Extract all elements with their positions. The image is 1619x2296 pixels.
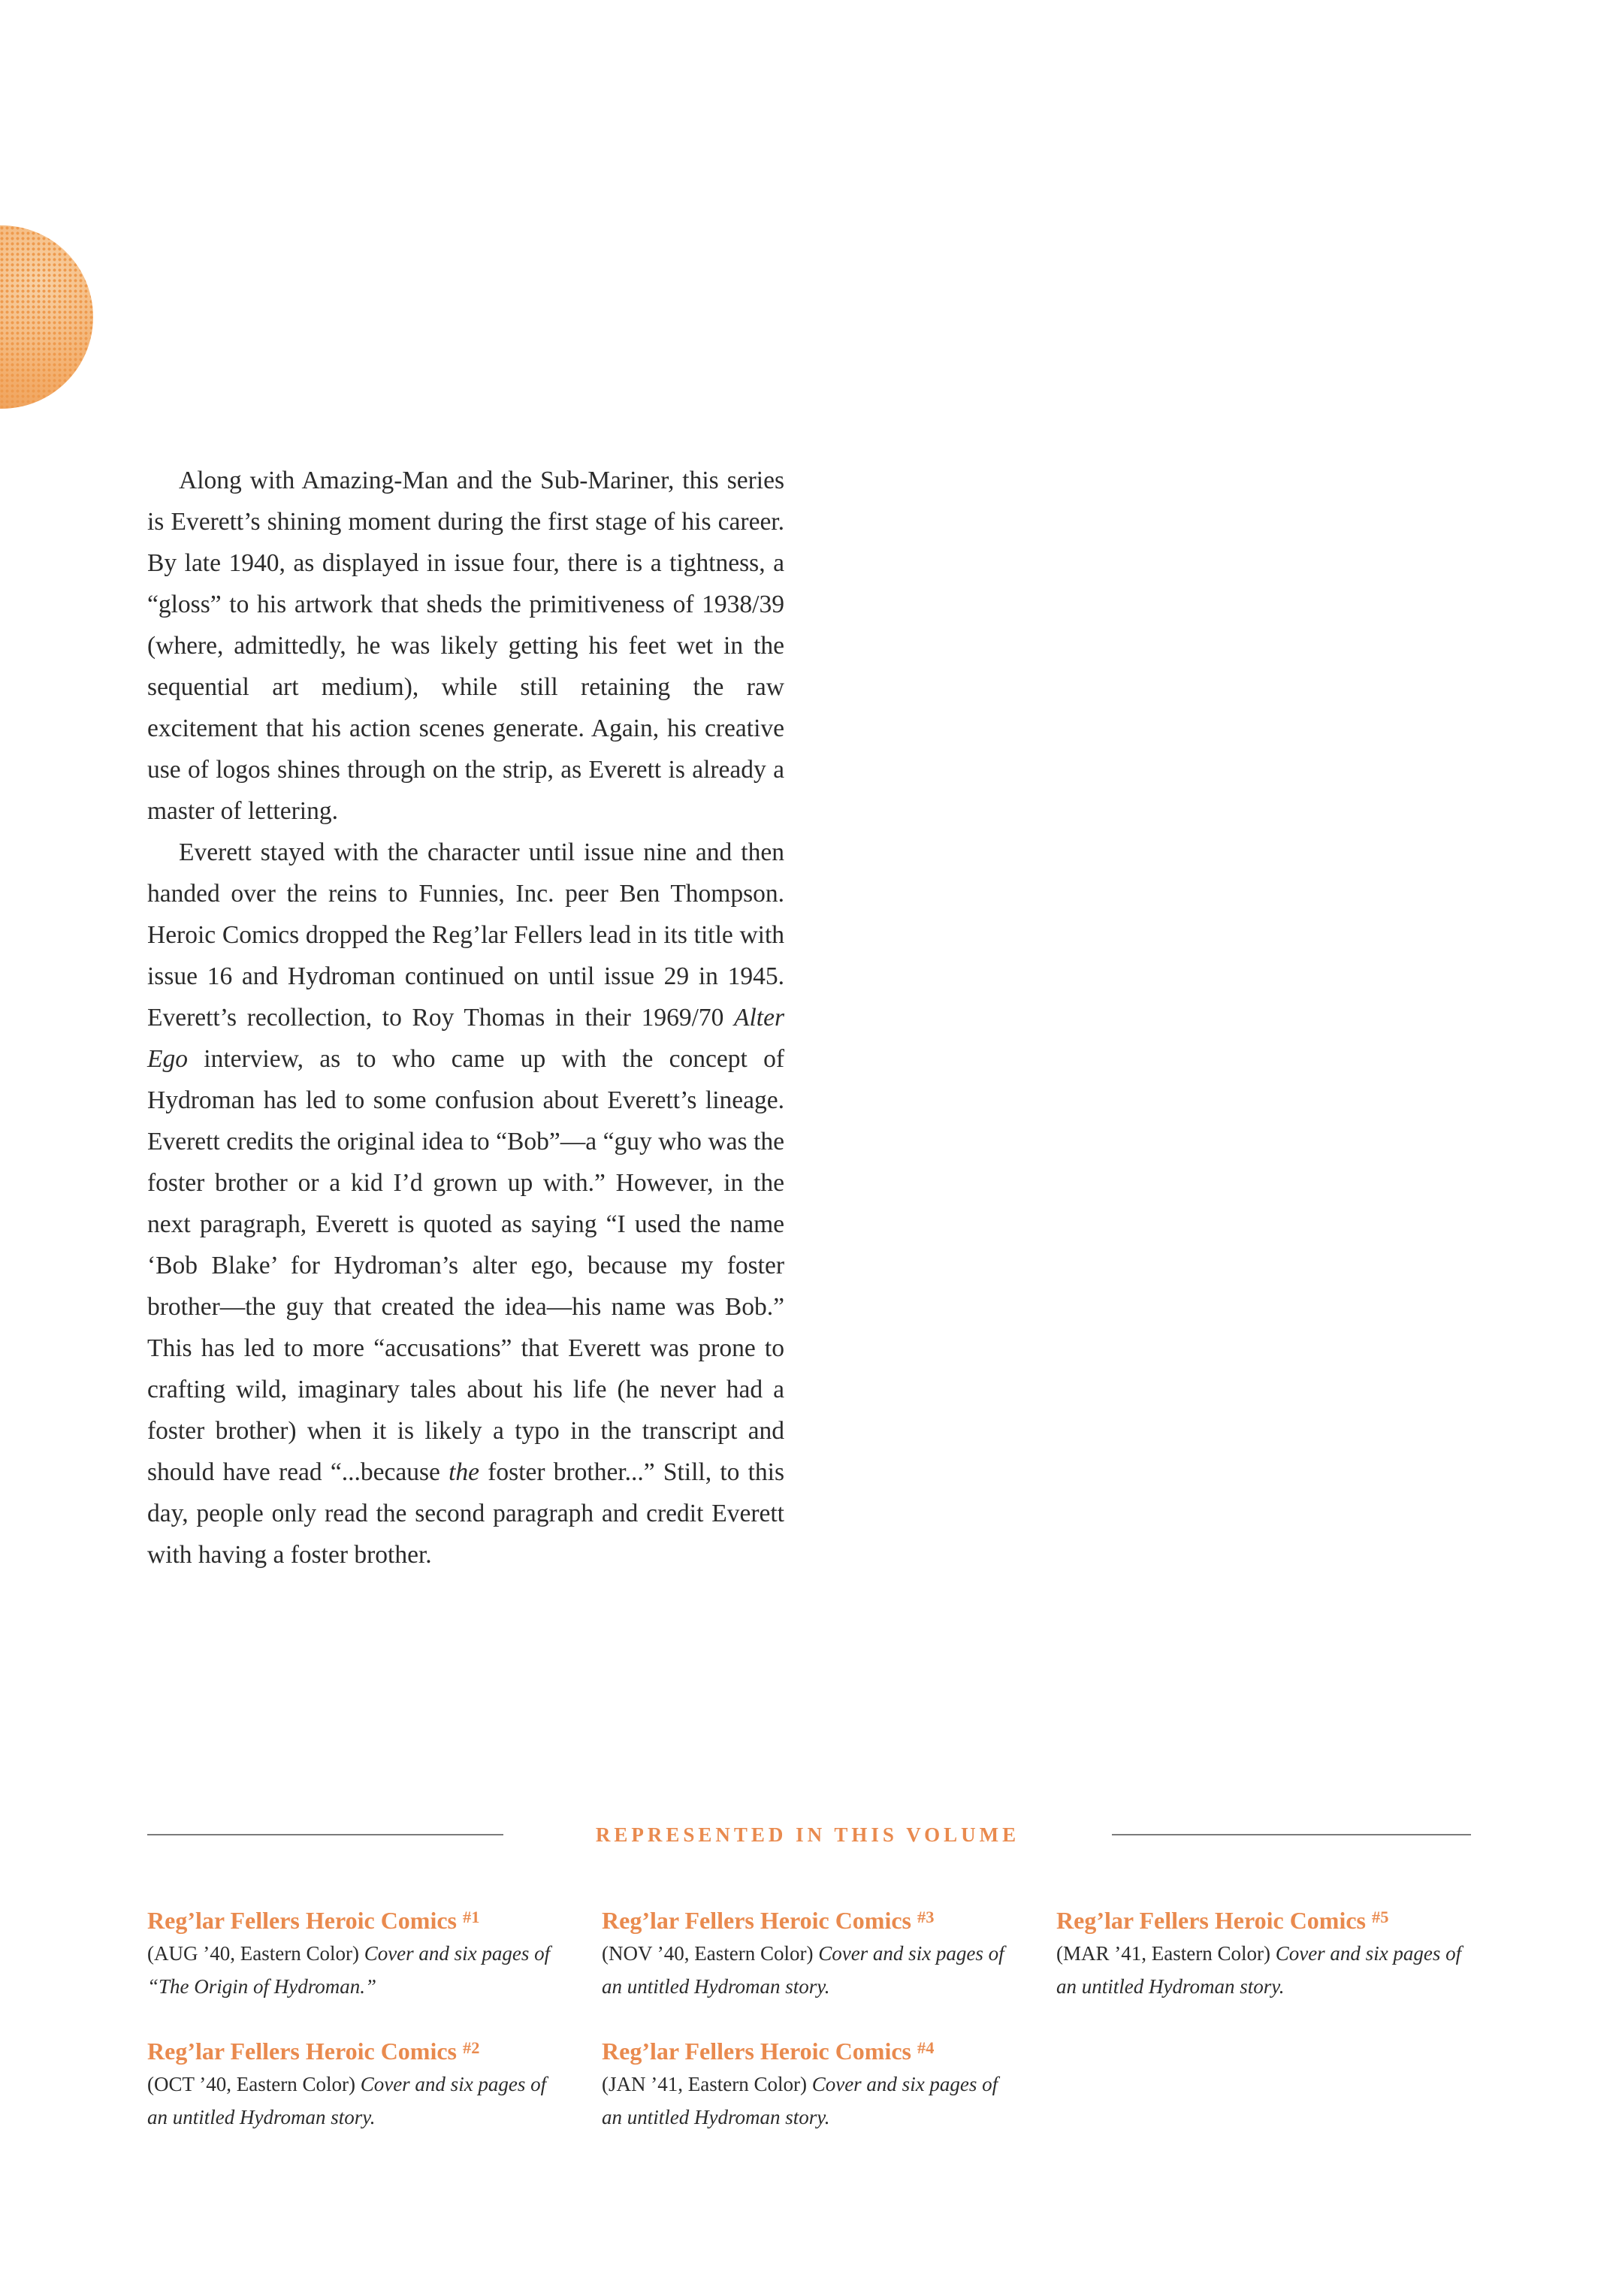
paragraph-2-part-b: interview, as to who came up with the concept of Hydroman has led to some confusion about Everett’s lineage. Everett credits the original idea to “Bob”—a “guy who was the foster brother or a kid I’d grown up with.” However, in the next paragraph, Everett is quoted as saying “I used the name ‘Bob Blake’ for Hydroman’s alter ego, because my foster brother—the guy that created the idea—his name was Bob.” This has led to more “accusations” that Everett was prone to crafting wild, imaginary tales about his life (he never had a foster brother) when it is likely a typo in the transcript and should have read “...because [147,1045,784,1486]
entry-number: #4 [917,2038,935,2057]
entry-detail: Cover and six pages of an untitled Hydroman story. [1056,1941,1462,1998]
entry-number: #1 [463,1908,480,1926]
entry-issue-5 [1056,1901,1477,2003]
entry-title [1056,1901,1477,1937]
entry-info: (MAR ’41, Eastern Color) [1056,1941,1276,1965]
entry-info: (JAN ’41, Eastern Color) [602,2072,812,2095]
paragraph-2 [147,832,784,1575]
entry-title-text: Reg’lar Fellers Heroic Comics [147,2037,463,2065]
entry-number: #3 [917,1908,935,1926]
entry-detail: Cover and six pages of “The Origin of Hydroman.” [147,1941,551,1998]
alter-ego-title: Alter Ego [147,1004,784,1073]
paragraph-2-part-c: foster brother...” Still, to this day, people only read the second paragraph and credit Everett with having a foster brother. [147,1458,784,1569]
section-heading: REPRESENTED IN THIS VOLUME [595,1823,1020,1846]
halftone-decoration [0,225,93,409]
entry-number: #2 [463,2038,480,2057]
entry-description [602,2068,1022,2134]
entry-title [602,2032,1022,2068]
entry-issue-3 [602,1901,1022,2003]
entry-detail: Cover and six pages of an untitled Hydroman story. [602,1941,1004,1998]
article-body [147,460,784,1575]
rule-right [1112,1834,1471,1835]
paragraph-1: Along with Amazing-Man and the Sub-Mariner, this series is Everett’s shining moment during the first stage of his career. By late 1940, as displayed in issue four, there is a tightness, a “gloss” to his artwork that sheds the primitiveness of 1938/39 (where, admittedly, he was likely getting his feet wet in the sequential art medium), while still retaining the raw excitement that his action scenes generate. Again, his creative use of logos shines through on the strip, as Everett is already a master of lettering. [147,467,784,825]
entry-title-text: Reg’lar Fellers Heroic Comics [1056,1906,1372,1934]
paragraph-2-part-a: Everett stayed with the character until issue nine and then handed over the reins to Funnies, Inc. peer Ben Thompson. Heroic Comics dropped the Reg’lar Fellers lead in its title with issue 16 and Hydroman continued on until issue 29 in 1945. Everett’s recollection, to Roy Thomas in their 1969/70 [147,838,784,1032]
entry-title-text: Reg’lar Fellers Heroic Comics [602,1906,917,1934]
entry-description [1056,1937,1477,2003]
entry-title [147,2032,568,2068]
entry-description [147,2068,568,2134]
entry-title-text: Reg’lar Fellers Heroic Comics [602,2037,917,2065]
entry-detail: Cover and six pages of an untitled Hydroman story. [602,2072,998,2128]
entry-title [147,1901,568,1937]
italic-the: the [449,1458,480,1486]
entry-info: (NOV ’40, Eastern Color) [602,1941,819,1965]
rule-left [147,1834,503,1835]
entry-issue-1 [147,1901,568,2003]
entry-title-text: Reg’lar Fellers Heroic Comics [147,1906,463,1934]
section-heading-row [147,1820,1471,1850]
entry-issue-2 [147,2032,568,2134]
entry-description [602,1937,1022,2003]
entry-detail: Cover and six pages of an untitled Hydroman story. [147,2072,547,2128]
entry-info: (AUG ’40, Eastern Color) [147,1941,364,1965]
entry-description [147,1937,568,2003]
volume-contents [147,1901,1492,2186]
entry-info: (OCT ’40, Eastern Color) [147,2072,361,2095]
entry-issue-4 [602,2032,1022,2134]
entry-number: #5 [1372,1908,1389,1926]
entry-title [602,1901,1022,1937]
